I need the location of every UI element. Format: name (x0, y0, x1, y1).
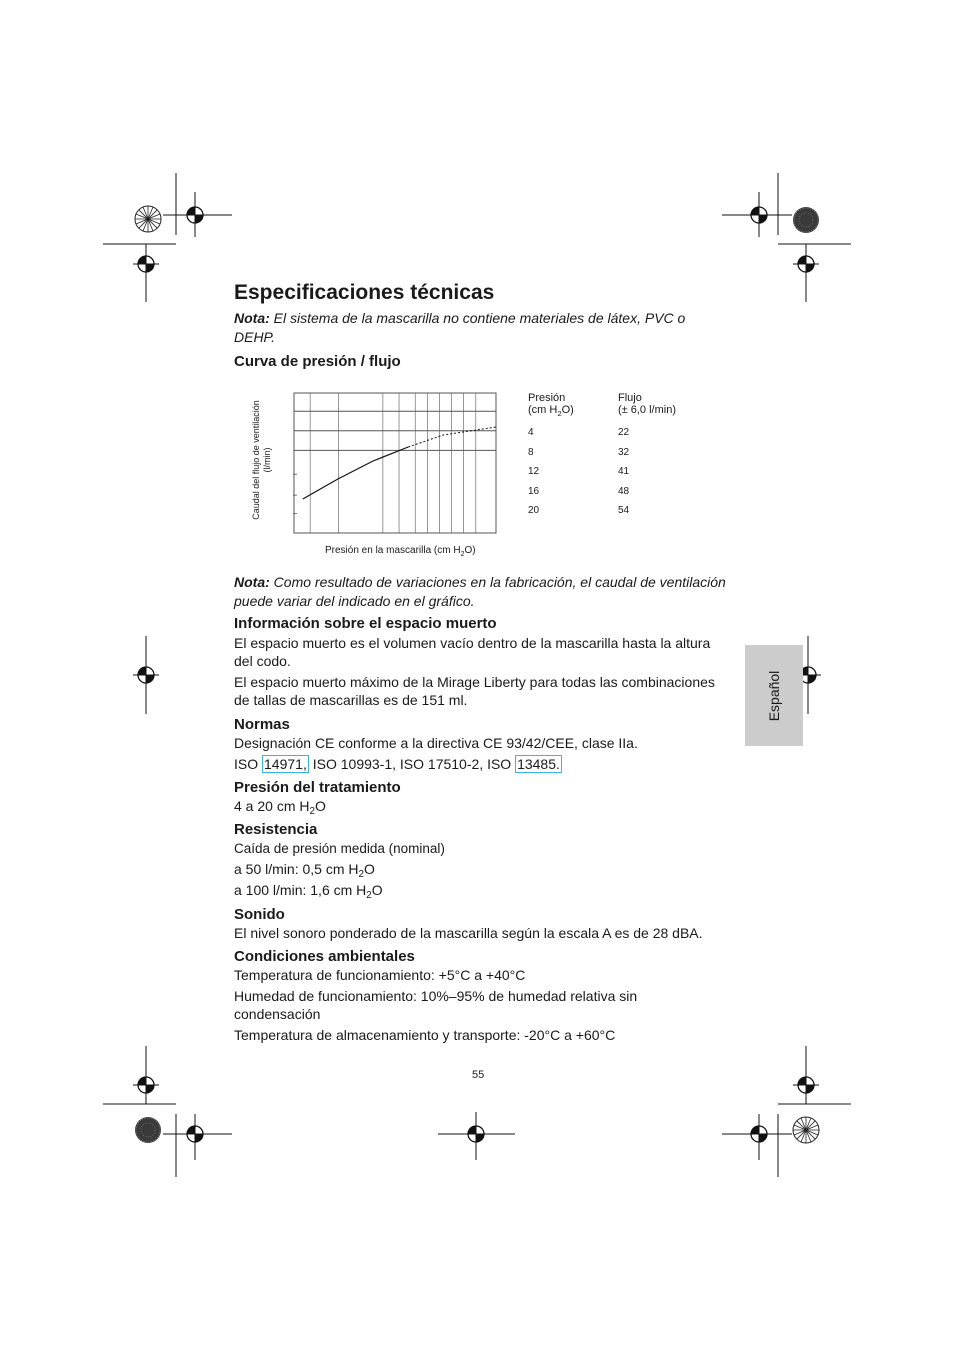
presion-heading: Presión del tratamiento (234, 779, 401, 796)
note-label: Nota: (234, 574, 270, 590)
chart-xlabel: Presión en la mascarilla (cm $H_2O$) (325, 545, 476, 558)
table-header-pressure: Presión (cm $H_2O$) (528, 392, 574, 418)
note-latex (234, 309, 734, 347)
iso-13485-link[interactable]: 13485. (517, 756, 560, 772)
sonido-text: El nivel sonoro ponderado de la mascarilla según la escala A es de 28 dBA. (234, 925, 703, 941)
table-row: 12 41 (528, 466, 630, 477)
table-row: 16 48 (528, 485, 630, 497)
curve-heading: Curva de presión / flujo (234, 353, 401, 370)
condiciones-heading: Condiciones ambientales (234, 948, 415, 965)
deadspace-p1: El espacio muerto es el volumen vacío dentro de la mascarilla hasta la altura del codo. (234, 635, 711, 669)
flow-curve-measured (303, 447, 408, 499)
condiciones-line1: Temperatura de funcionamiento: +5°C a +40°C (234, 967, 526, 983)
resistencia-line2: a 50 l/min: 0,5 cm $H_2O$ (234, 861, 375, 880)
flow-curve-extrapolated (408, 427, 496, 447)
deadspace-p2: El espacio muerto máximo de la Mirage Liberty para todas las combinaciones de tallas de mascarillas es de 151 ml. (234, 674, 715, 708)
plot-frame (294, 393, 496, 533)
table-rows (528, 427, 630, 525)
normas-heading: Normas (234, 716, 290, 733)
normas-ce: Designación CE conforme a la directiva CE 93/42/CEE, clase IIa. (234, 735, 638, 751)
note-text: Como resultado de variaciones en la fabricación, el caudal de ventilación (273, 574, 726, 590)
condiciones-line2: Humedad de funcionamiento: 10%–95% de humedad relativa sin condensación (234, 988, 638, 1022)
note-variation (234, 573, 734, 611)
chart-ylabel: Caudal del flujo de ventilación (l/min) (251, 400, 272, 520)
table-row: 4 22 (528, 427, 630, 438)
language-tab (745, 645, 803, 746)
page-number: 55 (472, 1069, 485, 1081)
table-row: 20 54 (528, 505, 630, 516)
resistencia-line3: a 100 l/min: 1,6 cm $H_2O$ (234, 882, 383, 901)
resistencia-heading: Resistencia (234, 821, 318, 838)
normas-iso: ISO 14971, ISO 10993-1, ISO 17510-2, ISO 13485. (234, 756, 560, 772)
note-text-cont: DEHP. (234, 329, 275, 345)
table-header-flow: Flujo (± 6,0 l/min) (618, 392, 676, 416)
language-tab-label: Español (766, 670, 782, 721)
resistencia-line1: Caída de presión medida (nominal) (234, 841, 445, 856)
iso-14971-link[interactable]: 14971, (264, 756, 307, 772)
presion-value: 4 a 20 cm $H_2O$ (234, 798, 326, 817)
sonido-heading: Sonido (234, 906, 285, 923)
table-row: 8 32 (528, 446, 630, 458)
page-title: Especificaciones técnicas (234, 281, 495, 304)
note-label: Nota: (234, 310, 270, 326)
note-text-cont: puede variar del indicado en el gráfico. (234, 593, 475, 609)
note-text: El sistema de la mascarilla no contiene materiales de látex, PVC o (273, 310, 686, 326)
deadspace-heading: Información sobre el espacio muerto (234, 615, 497, 632)
pressure-flow-chart (290, 390, 502, 536)
condiciones-line3: Temperatura de almacenamiento y transporte: -20°C a +60°C (234, 1027, 616, 1043)
